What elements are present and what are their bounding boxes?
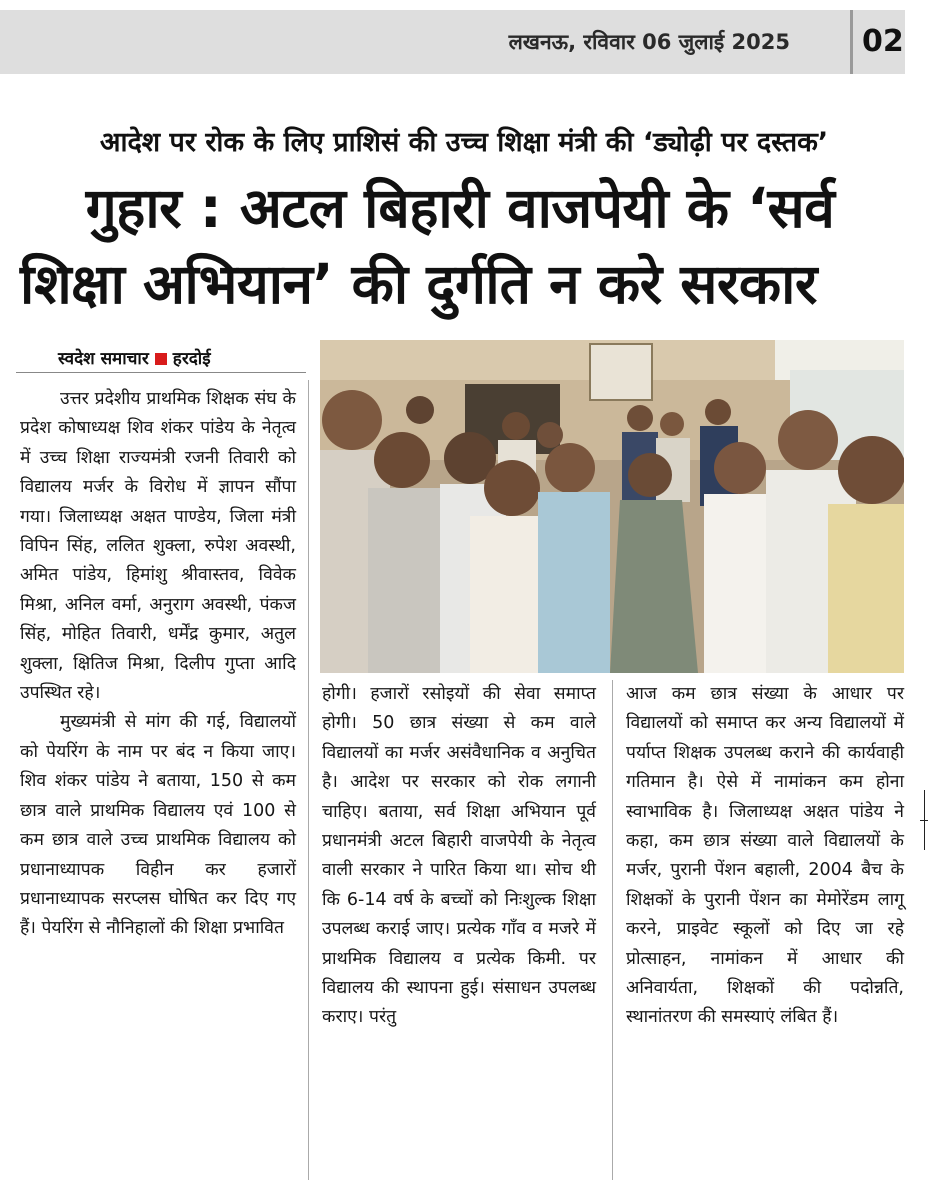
page-number: 02 bbox=[862, 24, 904, 59]
article-kicker: आदेश पर रोक के लिए प्राशिसं की उच्च शिक्षा मंत्री की ‘ड्योढ़ी पर दस्तक’ bbox=[99, 127, 829, 158]
news-photo bbox=[320, 340, 904, 673]
headline-line-2: शिक्षा अभियान’ की दुर्गति न करे सरकार bbox=[20, 252, 817, 316]
header-divider bbox=[850, 10, 853, 74]
photo-illustration bbox=[320, 340, 904, 673]
page-header-band bbox=[0, 10, 905, 74]
article-column-2 bbox=[322, 680, 596, 1033]
column-rule-2 bbox=[612, 680, 613, 1180]
article-column-1 bbox=[20, 385, 296, 944]
byline-place: हरदोई bbox=[172, 349, 211, 369]
article-headline bbox=[20, 170, 900, 322]
byline bbox=[58, 346, 211, 369]
dateline: लखनऊ, रविवार 06 जुलाई 2025 bbox=[508, 30, 790, 54]
article-column-3 bbox=[626, 680, 904, 1033]
column-rule-1 bbox=[308, 380, 309, 1180]
col3-paragraph-1: आज कम छात्र संख्या के आधार पर विद्यालयों को समाप्त कर अन्य विद्यालयों में पर्याप्त शिक्षक उपलब्ध कराने की कार्यवाही गतिमान है। ऐसे में नामांकन कम होना स्वाभाविक है। जिलाध्यक्ष अक्षत पांडेय ने कहा, कम छात्र संख्या वाले विद्यालयों के मर्जर, पुरानी पेंशन बहाली, 2004 बैच के शिक्षकों के पुरानी पेंशन का मेमोरेंडम लागू करने, प्राइवेट स्कूलों को दिए जा रहे प्रोत्साहन, नामांकन में आधार की अनिवार्यता, शिक्षकों की पदोन्नति, स्थानांतरण की समस्याएं लंबित हैं। bbox=[626, 684, 904, 1028]
crop-mark-icon bbox=[920, 790, 928, 850]
byline-square-icon bbox=[155, 353, 167, 365]
byline-source: स्वदेश समाचार bbox=[58, 349, 149, 369]
col2-paragraph-1: होगी। हजारों रसोइयों की सेवा समाप्त होगी। 50 छात्र संख्या से कम वाले विद्यालयों का मर्जर असंवैधानिक व अनुचित है। आदेश पर सरकार को रोक लगानी चाहिए। बताया, सर्व शिक्षा अभियान पूर्व प्रधानमंत्री अटल बिहारी वाजपेयी के नेतृत्व वाली सरकार ने पारित किया था। सोच थी कि 6-14 वर्ष के बच्चों को निःशुल्क शिक्षा उपलब्ध कराई जाए। प्रत्येक गाँव व मजरे में प्राथमिक विद्यालय व प्रत्येक किमी. पर विद्यालय की स्थापना हुई। संसाधन उपलब्ध कराए। परंतु bbox=[322, 684, 596, 1028]
headline-line-1: गुहार : अटल बिहारी वाजपेयी के ‘सर्व bbox=[85, 176, 835, 240]
byline-rule bbox=[16, 372, 306, 373]
col1-paragraph-1: उत्तर प्रदेशीय प्राथमिक शिक्षक संघ के प्रदेश कोषाध्यक्ष शिव शंकर पांडेय के नेतृत्व में उच्च शिक्षा राज्यमंत्री रजनी तिवारी को विद्यालय मर्जर के विरोध में ज्ञापन सौंपा गया। जिलाध्यक्ष अक्षत पाण्डेय, जिला मंत्री विपिन सिंह, ललित शुक्ला, रुपेश अवस्थी, अमित पांडेय, हिमांशु श्रीवास्तव, विवेक मिश्रा, अनिल वर्मा, अनुराग अवस्थी, पंकज सिंह, मोहित तिवारी, धर्मेंद्र कुमार, अतुल शुक्ला, क्षितिज मिश्रा, दिलीप गुप्ता आदि उपस्थित रहे। bbox=[20, 389, 296, 704]
col1-paragraph-2: मुख्यमंत्री से मांग की गई, विद्यालयों को पेयरिंग के नाम पर बंद न किया जाए। शिव शंकर पांडेय ने बताया, 150 से कम छात्र वाले प्राथमिक विद्यालय एवं 100 से कम छात्र वाले उच्च प्राथमिक विद्यालय को प्रधानाध्यापक विहीन कर हजारों प्रधानाध्यापक सरप्लस घोषित कर दिए गए हैं। पेयरिंग से नौनिहालों की शिक्षा प्रभावित bbox=[20, 712, 296, 939]
